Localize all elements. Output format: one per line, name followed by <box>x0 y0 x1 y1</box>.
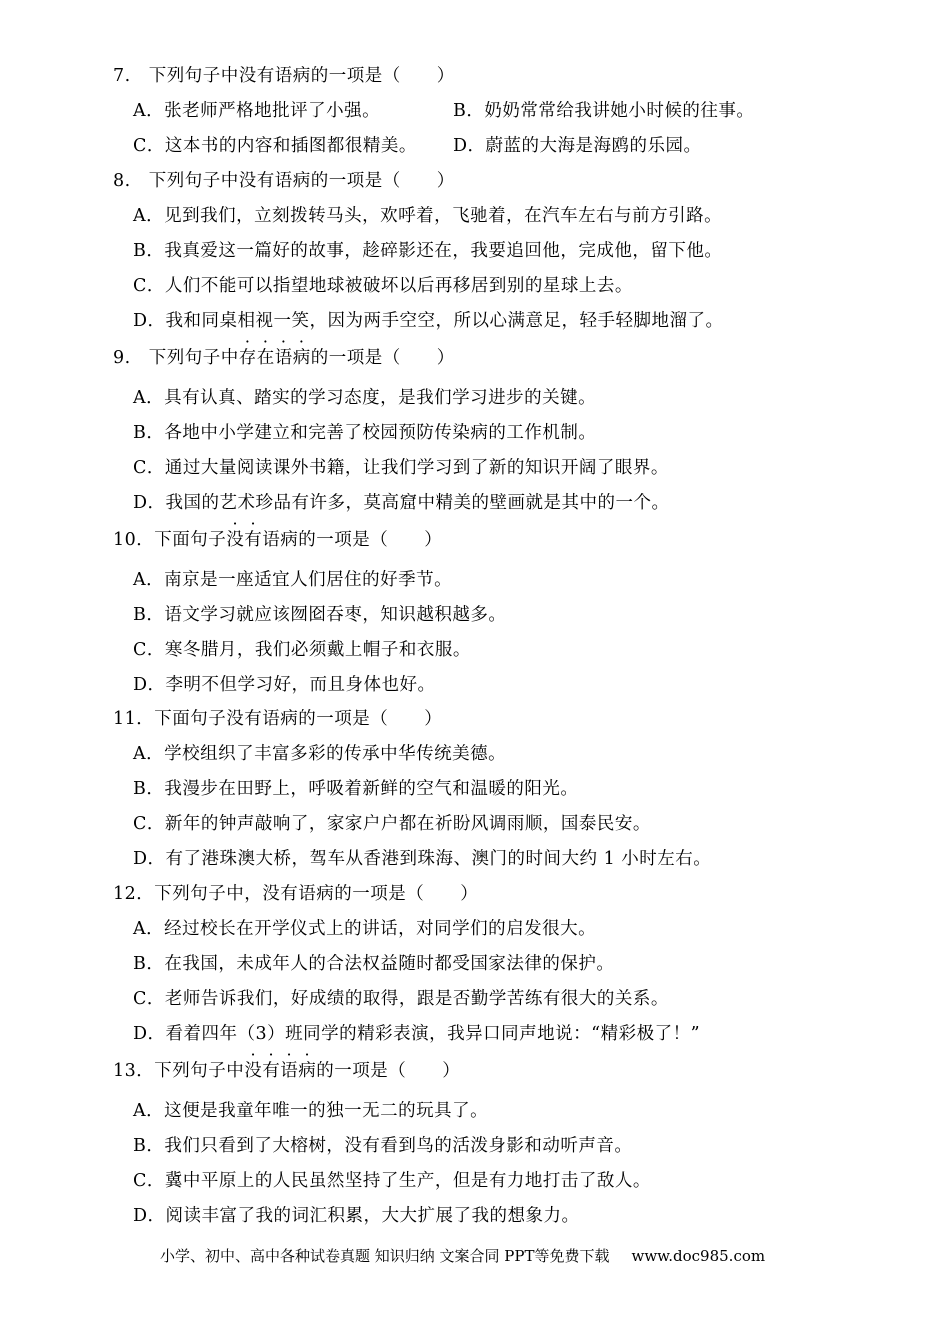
question-10-option-c: C．寒冬腊月，我们必须戴上帽子和衣服。 <box>133 640 471 660</box>
question-7-stem: 7. 下列句子中没有语病的一项是（ ） <box>113 66 455 86</box>
emphasis-char: 存 <box>238 348 257 368</box>
emphasis-char: 语 <box>274 348 293 368</box>
question-8-stem: 8. 下列句子中没有语病的一项是（ ） <box>113 171 455 191</box>
question-9-option-d: D．我国的艺术珍品有许多，莫高窟中精美的壁画就是其中的一个。 <box>133 493 670 513</box>
question-13-stem-suffix: 的一项是（ ） <box>316 1061 461 1081</box>
question-13-option-d: D．阅读丰富了我的词汇积累，大大扩展了我的想象力。 <box>133 1206 580 1226</box>
question-12-option-a: A．经过校长在开学仪式上的讲话，对同学们的启发很大。 <box>133 919 597 939</box>
emphasis-char: 病 <box>292 348 311 368</box>
question-8-option-c: C．人们不能可以指望地球被破坏以后再移居到别的星球上去。 <box>133 276 633 296</box>
emphasis-char: 没 <box>226 530 245 550</box>
question-8-option-d: D．我和同桌相视一笑，因为两手空空，所以心满意足，轻手轻脚地溜了。 <box>133 311 724 331</box>
emphasis-char: 有 <box>244 530 263 550</box>
question-13-stem-prefix: 13．下列句子中 <box>113 1061 245 1081</box>
emphasis-char: 有 <box>262 1061 281 1081</box>
question-9-stem <box>113 346 455 370</box>
question-10-option-a: A．南京是一座适宜人们居住的好季节。 <box>133 570 453 590</box>
emphasis-char: 语 <box>280 1061 299 1081</box>
footer-text: 小学、初中、高中各种试卷真题 知识归纳 文案合同 PPT等免费下载 <box>160 1247 610 1265</box>
question-11-option-d: D．有了港珠澳大桥，驾车从香港到珠海、澳门的时间大约 1 小时左右。 <box>133 849 712 869</box>
question-7-option-a: A．张老师严格地批评了小强。 <box>133 101 381 121</box>
question-12-option-b: B．在我国，未成年人的合法权益随时都受国家法律的保护。 <box>133 954 615 974</box>
question-9-stem-prefix: 9. 下列句子中 <box>113 348 239 368</box>
question-12-option-d: D．看着四年（3）班同学的精彩表演，我异口同声地说：“精彩极了！” <box>133 1024 701 1044</box>
question-10-option-b: B．语文学习就应该囫囵吞枣，知识越积越多。 <box>133 605 507 625</box>
question-11-option-c: C．新年的钟声敲响了，家家户户都在祈盼风调雨顺，国泰民安。 <box>133 814 651 834</box>
question-10-stem-suffix: 语病的一项是（ ） <box>262 530 443 550</box>
question-12-stem: 12．下列句子中，没有语病的一项是（ ） <box>113 884 479 904</box>
question-7-option-c: C．这本书的内容和插图都很精美。 <box>133 136 417 156</box>
question-9-stem-suffix: 的一项是（ ） <box>310 348 455 368</box>
question-9-option-b: B．各地中小学建立和完善了校园预防传染病的工作机制。 <box>133 423 597 443</box>
question-9-option-a: A．具有认真、踏实的学习态度，是我们学习进步的关键。 <box>133 388 597 408</box>
question-13-stem <box>113 1059 460 1083</box>
question-9-option-c: C．通过大量阅读课外书籍，让我们学习到了新的知识开阔了眼界。 <box>133 458 669 478</box>
emphasis-char: 没 <box>244 1061 263 1081</box>
question-13-option-a: A．这便是我童年唯一的独一无二的玩具了。 <box>133 1101 489 1121</box>
emphasis-char: 病 <box>298 1061 317 1081</box>
question-8-option-b: B．我真爱这一篇好的故事，趁碎影还在，我要追回他，完成他，留下他。 <box>133 241 723 261</box>
footer-url[interactable]: www.doc985.com <box>631 1247 766 1265</box>
question-13-option-b: B．我们只看到了大榕树，没有看到鸟的活泼身影和动听声音。 <box>133 1136 633 1156</box>
question-7-option-b: B．奶奶常常给我讲她小时候的往事。 <box>453 101 755 121</box>
question-8-option-a: A．见到我们，立刻拨转马头，欢呼着，飞驰着，在汽车左右与前方引路。 <box>133 206 723 226</box>
page-footer <box>160 1246 765 1266</box>
question-12-option-c: C．老师告诉我们，好成绩的取得，跟是否勤学苦练有很大的关系。 <box>133 989 669 1009</box>
question-10-stem-prefix: 10．下面句子 <box>113 530 227 550</box>
question-11-option-b: B．我漫步在田野上，呼吸着新鲜的空气和温暖的阳光。 <box>133 779 579 799</box>
question-10-stem <box>113 528 442 552</box>
question-13-option-c: C．冀中平原上的人民虽然坚持了生产，但是有力地打击了敌人。 <box>133 1171 651 1191</box>
question-11-option-a: A．学校组织了丰富多彩的传承中华传统美德。 <box>133 744 507 764</box>
question-7-option-d: D．蔚蓝的大海是海鸥的乐园。 <box>453 136 702 156</box>
question-11-stem: 11．下面句子没有语病的一项是（ ） <box>113 709 443 729</box>
emphasis-char: 在 <box>256 348 275 368</box>
question-10-option-d: D．李明不但学习好，而且身体也好。 <box>133 675 436 695</box>
